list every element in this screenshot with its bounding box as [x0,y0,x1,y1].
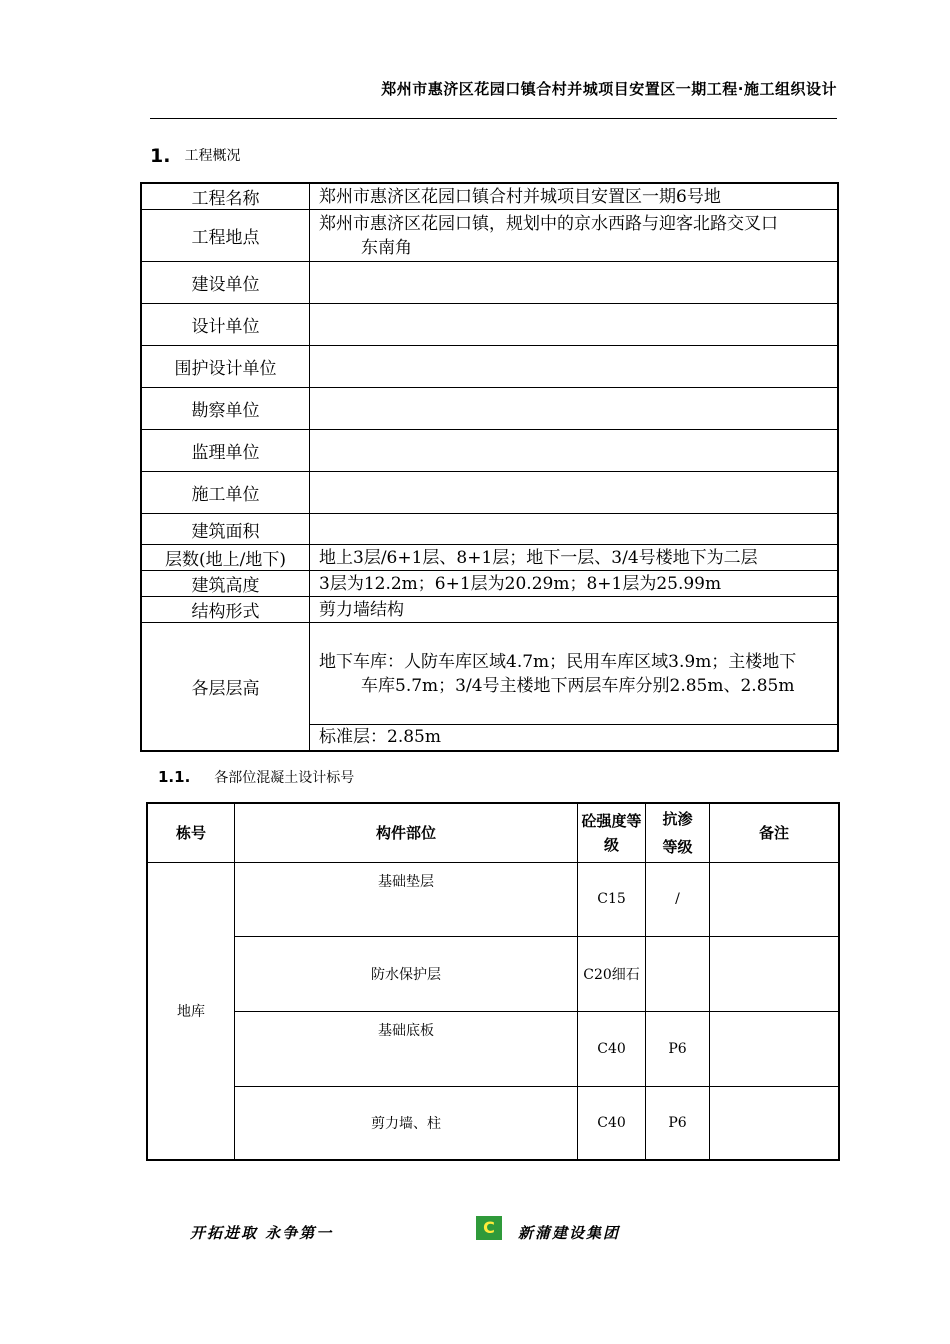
seepage-cell [646,936,710,1011]
table-row [147,936,839,1011]
grade-cell: C40 [578,1011,646,1086]
table-row [147,1086,839,1160]
row-value [310,304,839,346]
table-row [141,597,838,623]
part-cell: 防水保护层 [235,936,578,1011]
grade-cell: C40 [578,1086,646,1160]
row-value [310,388,839,430]
table-row [141,571,838,597]
table-row [141,346,838,388]
table-row [141,304,838,346]
table-row [141,545,838,571]
note-cell [710,1086,840,1160]
row-key: 建筑面积 [141,514,310,545]
row-value [310,472,839,514]
section-number: 1.1. [158,768,191,786]
value-line: 车库5.7m；3/4号主楼地下两层车库分别2.85m、2.85m [361,675,795,696]
row-value [310,210,839,262]
logo-letter: C [483,1218,495,1237]
row-value: 剪力墙结构 [310,597,839,623]
header-part: 构件部位 [235,803,578,862]
section-title: 各部位混凝土设计标号 [214,770,355,786]
seepage-cell: / [646,862,710,936]
value-line: 地下车库：人防车库区域4.7m；民用车库区域3.9m；主楼地下 [319,651,797,672]
row-value [310,346,839,388]
table-row [141,514,838,545]
section-number: 1. [150,145,171,167]
table-row [141,430,838,472]
row-value [310,262,839,304]
grade-cell: C15 [578,862,646,936]
footer-slogan: 开拓进取 永争第一 [190,1224,334,1242]
value-line: 郑州市惠济区花园口镇，规划中的京水西路与迎客北路交叉口 [319,213,778,234]
part-cell: 基础底板 [235,1011,578,1086]
header-grade-line1: 砼强度等 [581,811,642,830]
header-rule [150,118,837,119]
project-overview-table [140,182,839,752]
company-logo-icon [476,1216,502,1240]
table-row [141,472,838,514]
row-value: 标准层：2.85m [310,725,839,751]
table-row [141,262,838,304]
row-value: 地上3层/6+1层、8+1层；地下一层、3/4号楼地下为二层 [310,545,839,571]
row-key: 设计单位 [141,304,310,346]
row-value: 郑州市惠济区花园口镇合村并城项目安置区一期6号地 [310,183,839,210]
header-seepage-line1: 抗渗 [662,809,693,828]
seepage-cell: P6 [646,1011,710,1086]
row-key: 勘察单位 [141,388,310,430]
row-key: 层数(地上/地下) [141,545,310,571]
table-row [141,388,838,430]
grade-cell: C20细石 [578,936,646,1011]
header-grade [578,803,646,862]
part-cell: 剪力墙、柱 [235,1086,578,1160]
concrete-grade-table [146,802,840,1161]
section-title: 工程概况 [184,148,241,164]
table-row [147,1011,839,1086]
note-cell [710,862,840,936]
table-row [141,623,838,725]
building-cell: 地库 [147,862,235,1160]
table-header-row [147,803,839,862]
row-value [310,623,839,725]
table-row [141,183,838,210]
row-key: 监理单位 [141,430,310,472]
value-line: 东南角 [361,237,412,258]
note-cell [710,1011,840,1086]
part-cell: 基础垫层 [235,862,578,936]
row-key: 工程地点 [141,210,310,262]
row-key: 建设单位 [141,262,310,304]
row-key: 结构形式 [141,597,310,623]
header-grade-line2: 级 [603,835,619,854]
note-cell [710,936,840,1011]
table-row [141,210,838,262]
page-header-title: 郑州市惠济区花园口镇合村并城项目安置区一期工程·施工组织设计 [381,80,837,98]
row-key: 各层层高 [141,623,310,751]
row-key: 建筑高度 [141,571,310,597]
row-key: 施工单位 [141,472,310,514]
row-key: 工程名称 [141,183,310,210]
seepage-cell: P6 [646,1086,710,1160]
table-row [147,862,839,936]
row-key: 围护设计单位 [141,346,310,388]
section-1-1-heading [158,767,354,787]
row-value [310,430,839,472]
section-1-heading [150,145,240,167]
header-seepage [646,803,710,862]
header-note: 备注 [710,803,840,862]
footer-company-name: 新蒲建设集团 [518,1224,621,1242]
row-value: 3层为12.2m；6+1层为20.29m；8+1层为25.99m [310,571,839,597]
header-building: 栋号 [147,803,235,862]
header-seepage-line2: 等级 [662,837,693,856]
row-value [310,514,839,545]
